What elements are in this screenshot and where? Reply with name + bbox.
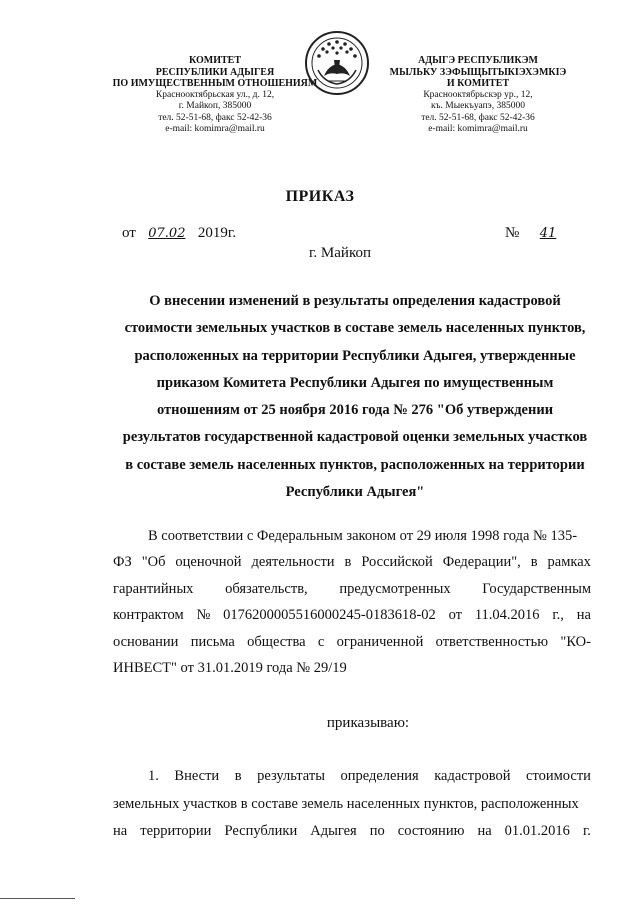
document-number — [505, 225, 573, 242]
word: г. — [582, 823, 591, 839]
word: Адыгея — [310, 823, 357, 839]
word: Федерации", — [442, 554, 521, 571]
item-1-paragraph — [113, 763, 591, 846]
subject-line: стоимости земельных участков в составе земель населенных пунктов, — [124, 320, 586, 337]
word: ФЗ — [113, 554, 132, 571]
word: № — [196, 607, 211, 624]
document-city: г. Майкоп — [308, 245, 372, 261]
document-subject — [95, 288, 615, 506]
org-name-line2: МЫЛЬКУ ЗЭФЫЩЫТЫКIЭХЭМКIЭ — [389, 66, 567, 78]
email-line: e-mail: komimra@mail.ru — [165, 124, 265, 134]
word: обязательств, — [225, 580, 308, 597]
word: деятельности — [251, 554, 335, 571]
org-name-line1: АДЫГЭ РЕСПУБЛИКЭМ — [418, 55, 538, 66]
subject-line: в составе земель населенных пунктов, расположенных на территории — [125, 456, 585, 473]
word: ограниченной — [336, 633, 424, 650]
word: состоянию — [397, 823, 465, 839]
word: в — [344, 554, 352, 571]
preamble-line — [113, 576, 591, 602]
item-line — [113, 818, 591, 846]
email-line: e-mail: komimra@mail.ru — [428, 124, 528, 134]
phone-line: тел. 52-51-68, факс 52-42-36 — [158, 112, 272, 123]
word: контрактом — [113, 607, 184, 624]
word: по — [369, 823, 385, 839]
word: 11.04.2016 — [474, 607, 540, 624]
date-suffix: 2019г. — [197, 225, 237, 241]
word: 1. — [148, 768, 159, 784]
preamble-paragraph — [113, 523, 591, 681]
city-line: г. Майкоп, 385000 — [178, 101, 252, 111]
number-prefix: № — [505, 225, 520, 241]
word: на — [477, 823, 492, 839]
word: кадастровой — [434, 768, 511, 784]
city-line: къ. Мыекъуапэ, 385000 — [431, 101, 525, 111]
document-date — [122, 225, 236, 242]
word: в — [530, 554, 538, 571]
preamble-line — [113, 602, 591, 628]
phone-line: тел. 52-51-68, факс 52-42-36 — [421, 112, 535, 123]
address-line: Краснооктябрьскэр ур., 12, — [423, 89, 533, 100]
word: письма — [190, 633, 235, 650]
word: в — [234, 768, 242, 784]
word: ответственностью — [435, 633, 549, 650]
word: территории — [140, 823, 212, 839]
item-line — [113, 763, 591, 791]
subject-line: приказом Комитета Республики Адыгея по имущественным — [156, 374, 554, 391]
org-name-line2: РЕСПУБЛИКИ АДЫГЕЯ — [155, 66, 275, 78]
word: гарантийных — [113, 580, 194, 597]
subject-line: отношениям от 25 ноября 2016 года № 276 "Об утверждении — [156, 402, 554, 419]
header-left — [100, 55, 330, 136]
date-handwritten: 07.02 — [148, 226, 186, 241]
date-prefix: от — [122, 225, 136, 241]
word: 0176200005516000245-0183618-02 — [223, 607, 436, 624]
word: Республики — [224, 823, 298, 839]
word: стоимости — [526, 768, 591, 784]
word: предусмотренных — [339, 580, 451, 597]
word: общества — [247, 633, 306, 650]
order-word: приказываю: — [326, 715, 410, 731]
org-name-line3: И КОМИТЕТ — [446, 78, 510, 89]
subject-line: расположенных на территории Республики Адыгея, утвержденные — [134, 347, 576, 364]
subject-line: результатов государственной кадастровой оценки земельных участков — [122, 429, 588, 446]
word: определения — [340, 768, 419, 784]
word: Внести — [174, 768, 220, 784]
preamble-line: В соответствии с Федеральным законом от 29 июля 1998 года № 135- — [148, 528, 578, 544]
word: 01.01.2016 — [504, 823, 570, 839]
address-line: Краснооктябрьская ул., д. 12, — [155, 89, 275, 100]
word: с — [317, 633, 325, 650]
word: на — [576, 607, 591, 624]
item-line: земельных участков в составе земель населенных пунктов, расположенных — [113, 795, 579, 812]
word: рамках — [547, 554, 591, 571]
word: Государственным — [482, 580, 591, 597]
preamble-line — [113, 629, 591, 655]
emblem — [304, 30, 370, 96]
word: "КО- — [560, 633, 591, 650]
footer-rule — [0, 898, 75, 899]
word: оценочной — [175, 554, 242, 571]
subject-line: О внесении изменений в результаты определения кадастровой — [149, 293, 561, 309]
word: г., — [552, 607, 564, 624]
document-title: ПРИКАЗ — [285, 188, 355, 205]
preamble-line — [113, 549, 591, 575]
adygea-emblem-icon — [304, 30, 370, 96]
word: "Об — [141, 554, 166, 571]
word: результаты — [257, 768, 325, 784]
header-right — [378, 55, 578, 136]
word: на — [113, 823, 128, 839]
word: Российской — [361, 554, 433, 571]
org-name-line3: ПО ИМУЩЕСТВЕННЫМ ОТНОШЕНИЯМ — [112, 78, 318, 89]
subject-line: Республики Адыгея" — [285, 484, 425, 501]
number-handwritten: 41 — [539, 226, 557, 241]
org-name-line1: КОМИТЕТ — [188, 55, 241, 66]
preamble-line: ИНВЕСТ" от 31.01.2019 года № 29/19 — [113, 660, 347, 677]
word: от — [448, 607, 463, 624]
word: основании — [113, 633, 179, 650]
